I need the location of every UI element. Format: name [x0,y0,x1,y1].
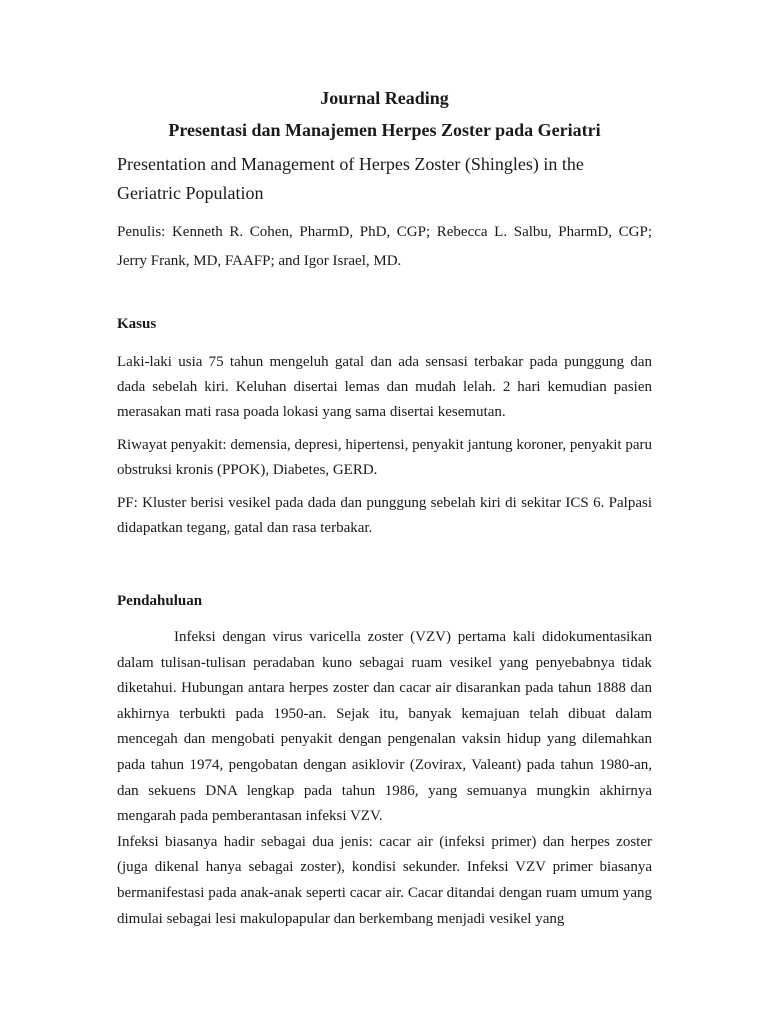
kasus-paragraph-3: PF: Kluster berisi vesikel pada dada dan punggung sebelah kiri di sekitar ICS 6. Palpasi didapatkan tegang, gatal dan rasa terbakar. [117,495,652,536]
authors: Penulis: Kenneth R. Cohen, PharmD, PhD, CGP; Rebecca L. Salbu, PharmD, CGP; Jerry Frank, MD, FAAFP; and Igor Israel, MD. [117,224,652,269]
pendahuluan-paragraph-2: Infeksi biasanya hadir sebagai dua jenis: cacar air (infeksi primer) dan herpes zoster (juga dikenal hanya sebagai zoster), kondisi sekunder. Infeksi VZV primer biasanya bermanifestasi pada anak-anak seperti cacar air. Cacar ditandai dengan ruam umum yang dimulai sebagai lesi makulopapular dan berkembang menjadi vesikel yang [117,833,652,927]
document-heading: Journal Reading [320,88,449,108]
pendahuluan-paragraph-1: Infeksi dengan virus varicella zoster (VZV) pertama kali didokumentasikan dalam tulisan-tulisan peradaban kuno sebagai ruam vesikel yang penyebabnya tidak diketahui. Hubungan antara herpes zoster dan cacar air disarankan pada tahun 1888 dan akhirnya terbukti pada 1950-an. Sejak itu, banyak kemajuan telah dibuat dalam mencegah dan mengobati penyakit dengan pengenalan vaksin hidup yang dilemahkan pada tahun 1974, pengobatan dengan asiklovir (Zovirax, Valeant) pada tahun 1980-an, dan sekuens DNA lengkap pada tahun 1986, yang semuanya mungkin akhirnya mengarah pada pemberantasan infeksi VZV. [117,629,652,825]
kasus-paragraph-1: Laki-laki usia 75 tahun mengeluh gatal dan ada sensasi terbakar pada punggung dan dada sebelah kiri. Keluhan disertai lemas dan mudah lelah. 2 hari kemudian pasien merasakan mati rasa poada lokasi yang sama disertai kesemutan. [117,354,652,420]
section-heading-pendahuluan: Pendahuluan [117,593,203,609]
title-indonesian: Presentasi dan Manajemen Herpes Zoster pada Geriatri [168,120,601,140]
kasus-paragraph-2: Riwayat penyakit: demensia, depresi, hipertensi, penyakit jantung koroner, penyakit paru obstruksi kronis (PPOK), Diabetes, GERD. [117,437,652,478]
title-english: Presentation and Management of Herpes Zoster (Shingles) in the Geriatric Population [117,154,584,203]
section-heading-kasus: Kasus [117,316,157,332]
document-page [117,86,652,932]
